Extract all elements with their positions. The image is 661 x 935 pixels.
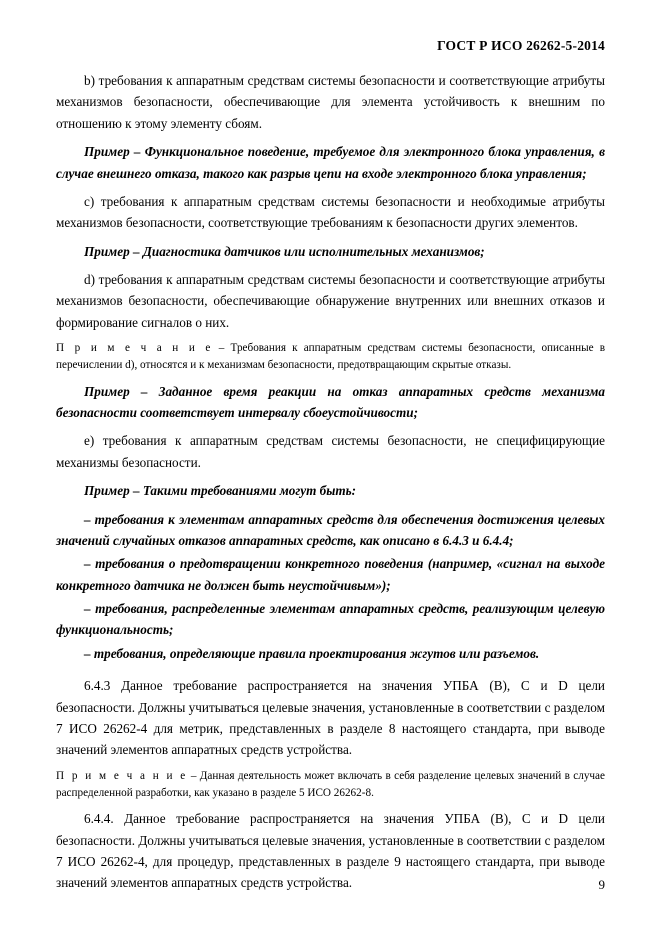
note-1-label: П р и м е ч а н и е xyxy=(56,342,213,355)
page-number: 9 xyxy=(598,877,605,892)
note-1 xyxy=(56,340,605,374)
paragraph-item-e: e) требования к аппаратным средствам системы безопасности, не специфицирующие механизмы безопасности. xyxy=(56,433,605,470)
example-1: Пример – Функциональное поведение, требуемое для электронного блока управления, в случае внешнего отказа, такого как разрыв цепи на входе электронного блока управления; xyxy=(56,144,605,181)
note-2-text: – Данная деятельность может включать в себя разделение целевых значений в случае распределенной разработки, как указано в разделе 5 ИСО 26262-8. xyxy=(56,769,605,799)
page-header-standard-title: ГОСТ Р ИСО 26262-5-2014 xyxy=(437,38,605,53)
paragraph-item-b: b) требования к аппаратным средствам системы безопасности и соответствующие атрибуты механизмов безопасности, обеспечивающие для элемента устойчивость к внешним по отношению к этому элементу сбоям. xyxy=(56,73,605,131)
note-2 xyxy=(56,768,605,802)
note-2-label: П р и м е ч а н и е xyxy=(56,769,188,782)
example-4: Пример – Такими требованиями могут быть: xyxy=(84,483,357,499)
example-3: Пример – Заданное время реакции на отказ аппаратных средств механизма безопасности соответствует интервалу сбоеустойчивости; xyxy=(56,383,605,421)
paragraph-item-d: d) требования к аппаратным средствам системы безопасности и соответствующие атрибуты механизмов безопасности, обеспечивающие обнаружение внутренних или внешних отказов и формирование сигналов о них. xyxy=(56,272,605,330)
clause-6-4-4: 6.4.4. Данное требование распространяется на значения УПБА (B), C и D цели безопасности. Должны учитываться целевые значения, установленные в соответствии с разделом 7 ИСО 26262-4, для процедур, представленных в разделе 9 настоящего стандарта, при выводе значений элементов аппаратных средств устройства. xyxy=(56,811,605,891)
example-2: Пример – Диагностика датчиков или исполнительных механизмов; xyxy=(84,243,485,259)
clause-6-4-3: 6.4.3 Данное требование распространяется на значения УПБА (B), C и D цели безопасности. Должны учитываться целевые значения, установленные в соответствии с разделом 7 ИСО 26262-4 для метрик, представленных в разделе 8 настоящего стандарта, при выводе значений элементов аппаратных средств устройства. xyxy=(56,678,605,758)
bullet-item-1: – требования к элементам аппаратных средств для обеспечения достижения целевых значений случайных отказов аппаратных средств, как описано в 6.4.3 и 6.4.4; xyxy=(56,511,605,548)
bullet-item-2: – требования о предотвращении конкретного поведения (например, «сигнал на выходе конкретного датчика не должен быть неустойчивым»); xyxy=(56,556,605,593)
note-1-text: – Требования к аппаратным средствам системы безопасности, описанные в перечислении d), относятся и к механизмам безопасности, предотвращающим скрытые отказы. xyxy=(56,342,605,371)
bullet-item-4: – требования, определяющие правила проектирования жгутов или разъемов. xyxy=(84,645,540,661)
bullet-item-3: – требования, распределенные элементам аппаратных средств, реализующим целевую функциональность; xyxy=(56,601,605,638)
paragraph-item-c: c) требования к аппаратным средствам системы безопасности и необходимые атрибуты механизмов безопасности, соответствующие требованиям к безопасности других элементов. xyxy=(56,193,605,231)
